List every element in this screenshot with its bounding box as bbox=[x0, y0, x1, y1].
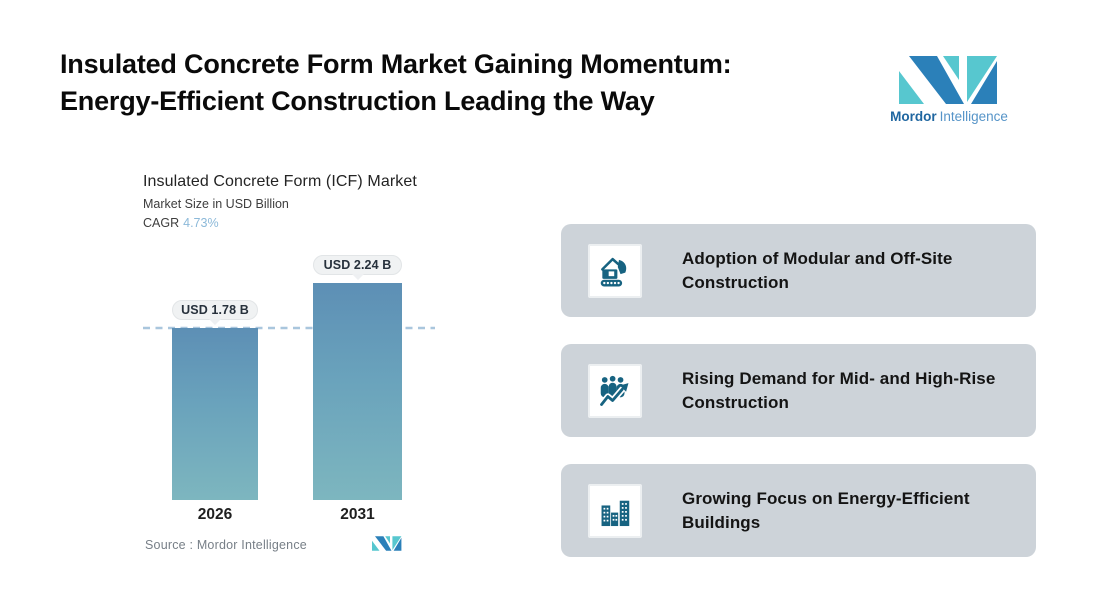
bar-2026 bbox=[172, 328, 258, 500]
icf-market-bar-chart bbox=[140, 170, 480, 590]
pill-pointer bbox=[209, 319, 221, 325]
brand-name-bold: Mordor bbox=[890, 109, 937, 124]
page-title bbox=[60, 46, 890, 120]
driver-text: Adoption of Modular and Off-Site Construction bbox=[682, 249, 953, 292]
value-label-2031: USD 2.24 B bbox=[313, 255, 402, 275]
mordor-intelligence-logo bbox=[884, 56, 1014, 124]
x-axis-label-2031: 2031 bbox=[340, 506, 375, 523]
brand-name bbox=[884, 109, 1014, 124]
driver-text: Rising Demand for Mid- and High-Rise Construction bbox=[682, 369, 996, 412]
pill-pointer bbox=[352, 274, 364, 280]
chart-title: Insulated Concrete Form (ICF) Market bbox=[143, 173, 417, 190]
icon-box bbox=[588, 244, 642, 298]
market-drivers-list bbox=[561, 224, 1036, 584]
x-axis-label-2026: 2026 bbox=[197, 506, 233, 523]
excavator-icon bbox=[596, 252, 634, 290]
chart-cagr bbox=[143, 216, 219, 230]
icon-box bbox=[588, 484, 642, 538]
driver-card-energy-efficient-buildings bbox=[561, 464, 1036, 557]
value-label-2026: USD 1.78 B bbox=[172, 300, 258, 320]
driver-card-high-rise-demand bbox=[561, 344, 1036, 437]
driver-card-modular-construction bbox=[561, 224, 1036, 317]
cagr-value: 4.73% bbox=[183, 216, 219, 230]
brand-name-light: Intelligence bbox=[939, 109, 1008, 124]
page-title-line2: Energy-Efficient Construction Leading the Way bbox=[60, 86, 655, 116]
mordor-logo-small-icon bbox=[372, 536, 402, 551]
people-growth-arrow-icon bbox=[596, 372, 634, 410]
bar-2031 bbox=[313, 283, 402, 500]
buildings-icon bbox=[596, 492, 634, 530]
driver-text: Growing Focus on Energy-Efficient Buildings bbox=[682, 489, 970, 532]
page-title-line1: Insulated Concrete Form Market Gaining Momentum: bbox=[60, 49, 732, 79]
icon-box bbox=[588, 364, 642, 418]
mordor-logo-m-icon bbox=[899, 56, 999, 104]
cagr-label: CAGR bbox=[143, 216, 180, 230]
source-attribution: Source : Mordor Intelligence bbox=[145, 538, 307, 552]
chart-subtitle: Market Size in USD Billion bbox=[143, 197, 289, 211]
